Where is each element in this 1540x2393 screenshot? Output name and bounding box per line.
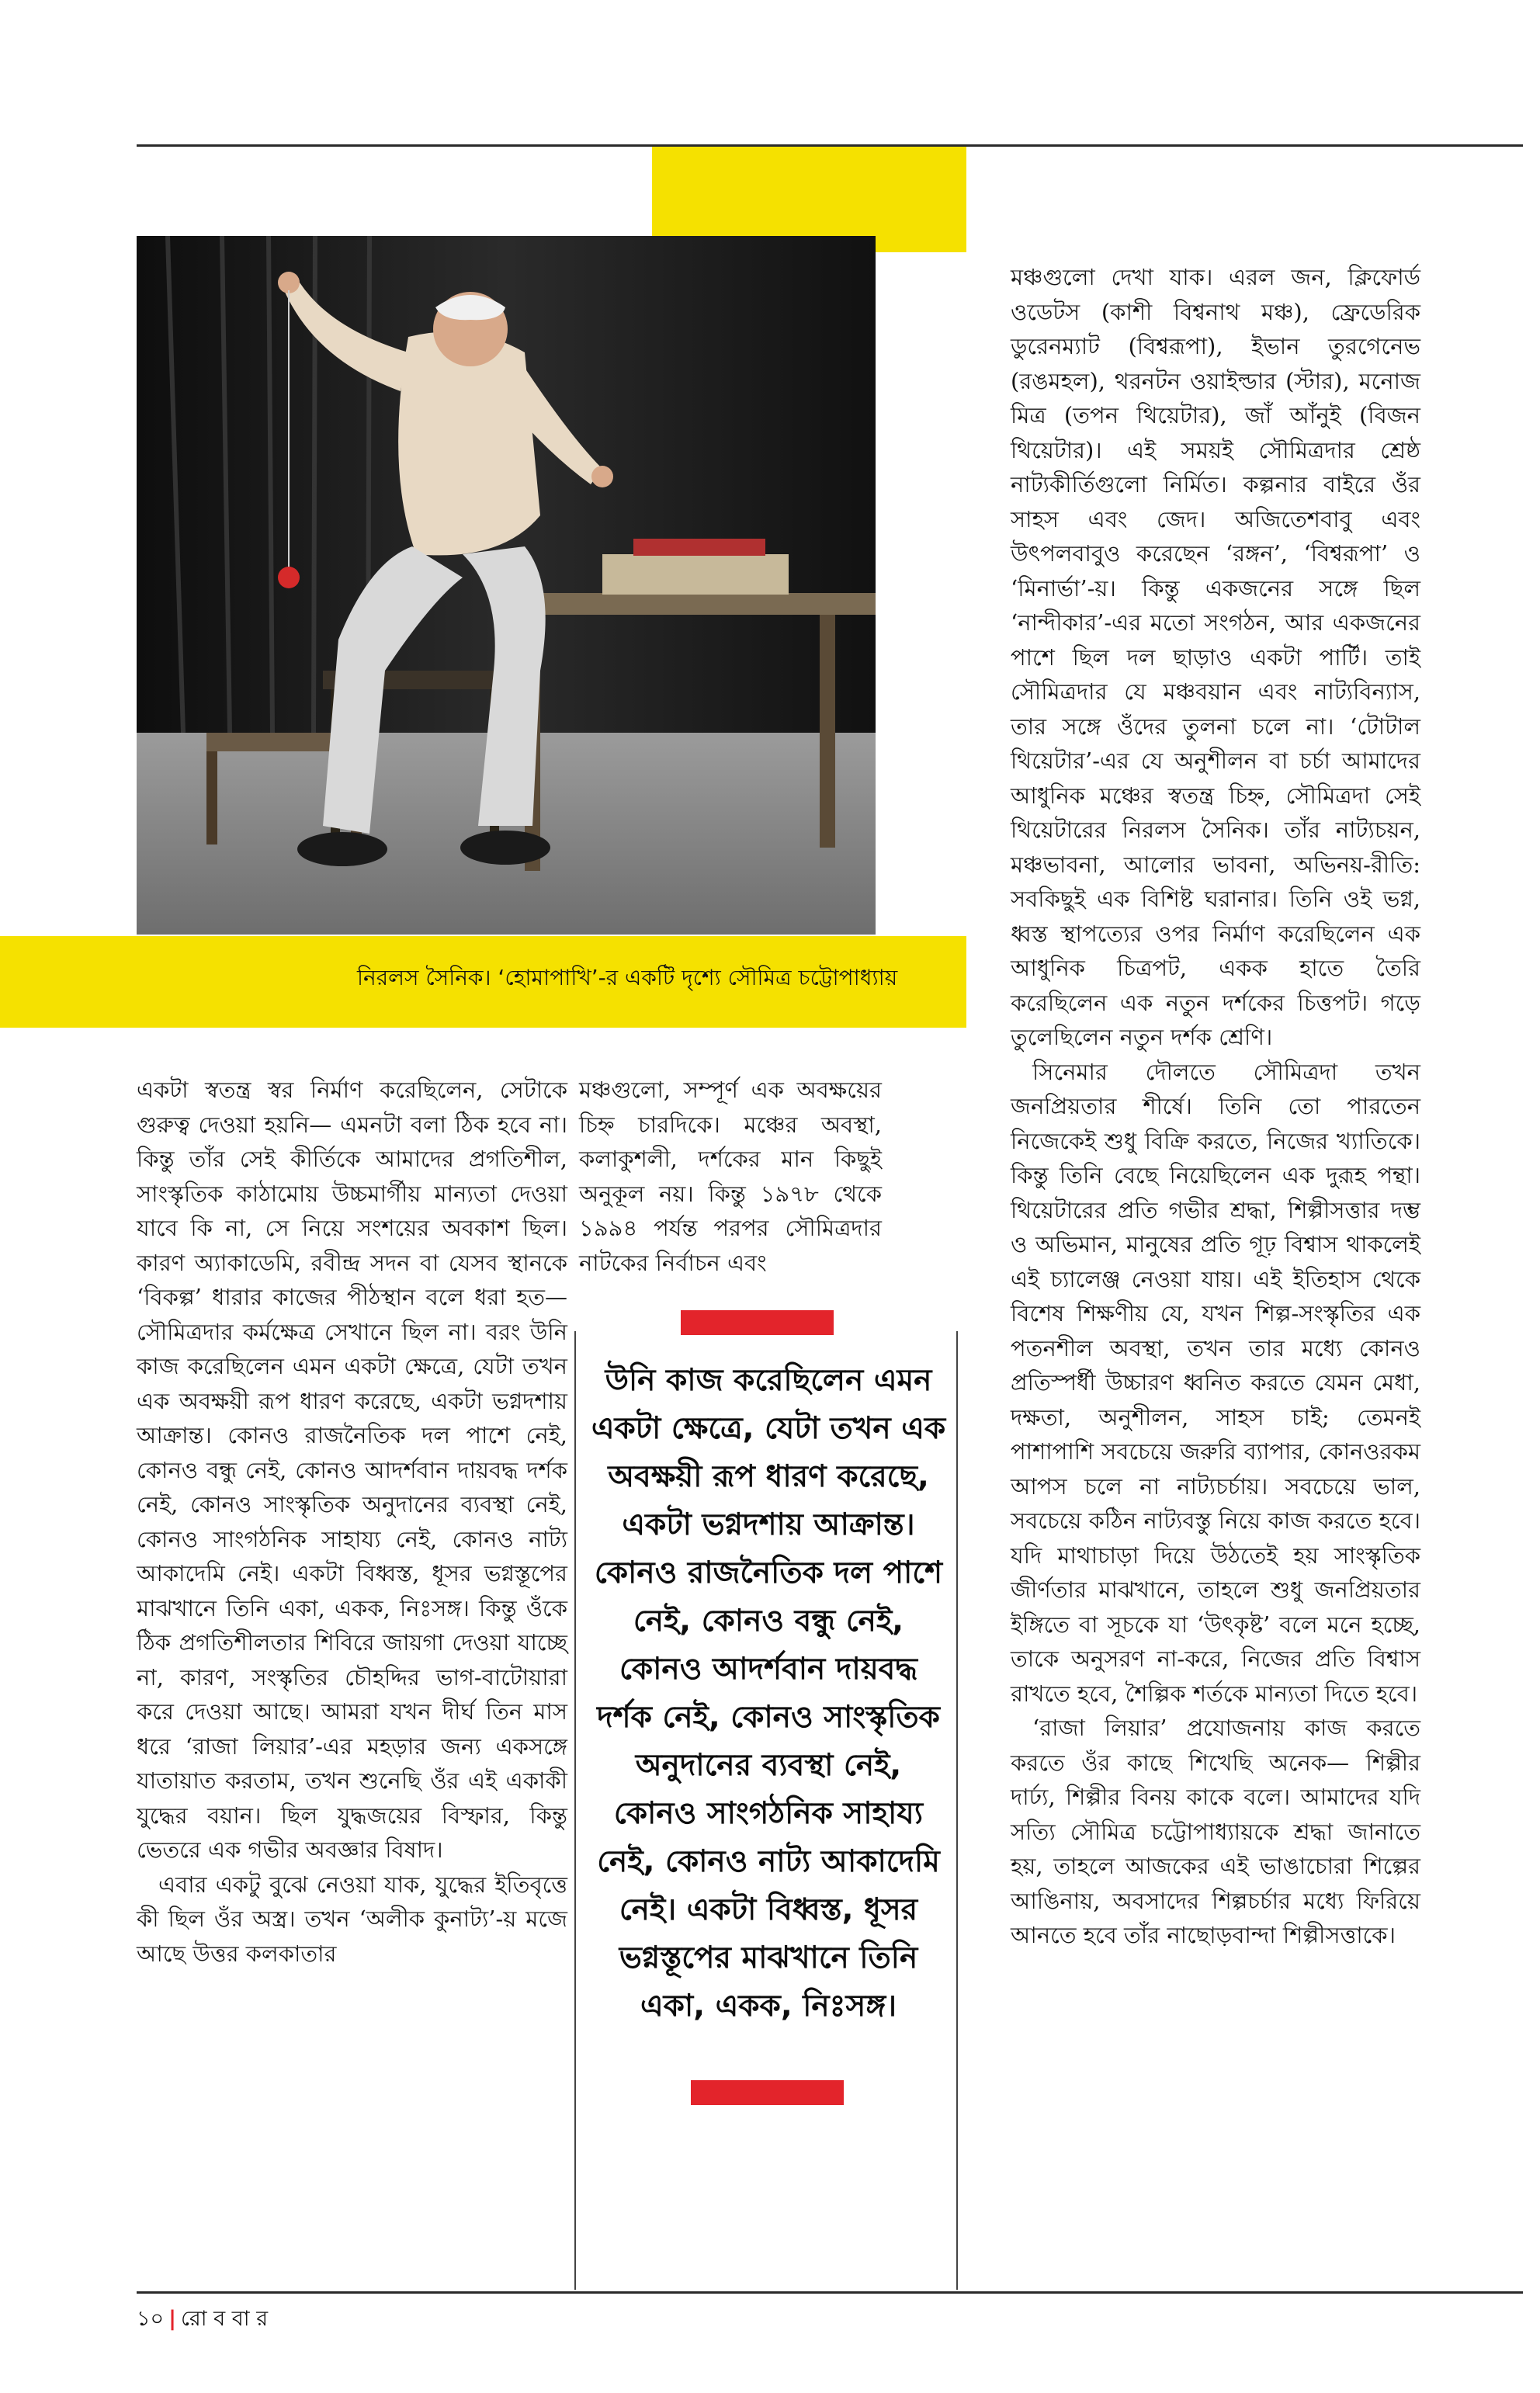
bottom-rule bbox=[137, 2291, 1523, 2294]
photo-caption: নিরলস সৈনিক। ‘হোমাপাখি’-র একটি দৃশ্যে সৌমিত্র চট্টোপাধ্যায় bbox=[357, 965, 898, 990]
pull-quote: উনি কাজ করেছিলেন এমন একটা ক্ষেত্রে, যেটা তখন এক অবক্ষয়ী রূপ ধারণ করেছে, একটা ভগ্নদশায় আক্রান্ত। কোনও রাজনৈতিক দল পাশে নেই, কোনও বন্ধু নেই, কোনও আদর্শবান দায়বদ্ধ দর্শক নেই, কোনও সাংস্কৃতিক অনুদানের ব্যবস্থা নেই, কোনও সাংগঠনিক সাহায্য নেই, কোনও নাট্য আকাদেমি নেই। একটা বিধ্বস্ত, ধূসর ভগ্নস্তূপের মাঝখানে তিনি একা, একক, নিঃসঙ্গ। bbox=[591, 1363, 946, 2024]
folio-separator: | bbox=[168, 2307, 176, 2331]
pull-quote-top-bar bbox=[681, 1310, 834, 1335]
right-paragraph-3: ‘রাজা লিয়ার’ প্রযোজনায় কাজ করতে করতে ওঁর কাছে শিখেছি অনেক— শিল্পীর দার্ঢ্য, শিল্পীর বিনয় কাকে বলে। আমাদের যদি সত্যি সৌমিত্র চট্টোপাধ্যায়কে শ্রদ্ধা জানাতে হয়, তাহলে আজকের এই ভাঙাচোরা শিল্পের আঙিনায়, অবসাদের শিল্পচর্চার মধ্যে ফিরিয়ে আনতে হবে তাঁর নাছোড়বান্দা শিল্পীসত্তাকে। bbox=[1011, 1715, 1420, 1948]
left-paragraph-1: একটা স্বতন্ত্র স্বর নির্মাণ করেছিলেন, সেটাকে গুরুত্ব দেওয়া হয়নি— এমনটা বলা ঠিক হবে না। কিন্তু তাঁর সেই কীর্তিকে আমাদের প্রগতিশীল, সাংস্কৃতিক কাঠামোয় উচ্চমার্গীয় মান্যতা দেওয়া যাবে কি না, সে নিয়ে সংশয়ের অবকাশ ছিল। কারণ অ্যাকাডেমি, রবীন্দ্র সদন বা যেসব স্থানকে ‘বিকল্প’ ধারার কাজের পীঠস্থান বলে ধরা হত— সৌমিত্রদার কর্মক্ষেত্র সেখানে ছিল না। বরং উনি কাজ করেছিলেন এমন একটা ক্ষেত্রে, যেটা তখন এক অবক্ষয়ী রূপ ধারণ করেছে, একটা ভগ্নদশায় আক্রান্ত। কোনও রাজনৈতিক দল পাশে নেই, কোনও বন্ধু নেই, কোনও আদর্শবান দায়বদ্ধ দর্শক নেই, কোনও সাংস্কৃতিক অনুদানের ব্যবস্থা নেই, কোনও সাংগঠনিক সাহায্য নেই, কোনও নাট্য আকাদেমি নেই। একটা বিধ্বস্ত, ধূসর ভগ্নস্তূপের মাঝখানে তিনি একা, একক, নিঃসঙ্গ। কিন্তু ওঁকে ঠিক প্রগতিশীলতার শিবিরে জায়গা দেওয়া যাচ্ছে না, কারণ, সংস্কৃতির চৌহদ্দির ভাগ-বাটোয়ারা করে দেওয়া আছে। আমরা যখন দীর্ঘ তিন মাস ধরে ‘রাজা লিয়ার’-এর মহড়ার জন্য একসঙ্গে যাতায়াত করতাম, তখন শুনেছি ওঁর এই একাকী যুদ্ধের বয়ান। ছিল যুদ্ধজয়ের বিস্ফার, কিন্তু ভেতরে এক গভীর অবজ্ঞার বিষাদ। bbox=[137, 1077, 567, 1863]
right-paragraph-1: মঞ্চগুলো দেখা যাক। এরল জন, ক্লিফোর্ড ওডেটস (কাশী বিশ্বনাথ মঞ্চ), ফ্রেডেরিক ডুরেনম্যাট (বিশ্বরূপা), ইভান তুরগেনেভ (রঙমহল), থরনটন ওয়াইল্ডার (স্টার), মনোজ মিত্র (তপন থিয়েটার), জাঁ আঁনুই (বিজন থিয়েটার)। এই সময়ই সৌমিত্রদার শ্রেষ্ঠ নাট্যকীর্তিগুলো নির্মিত। কল্পনার বাইরে ওঁর সাহস এবং জেদ। অজিতেশবাবু এবং উৎপলবাবুও করেছেন ‘রঙ্গন’, ‘বিশ্বরূপা’ ও ‘মিনার্ভা’-য়। কিন্তু একজনের সঙ্গে ছিল ‘নান্দীকার’-এর মতো সংগঠন, আর একজনের পাশে ছিল দল ছাড়াও একটা পার্টি। তাই সৌমিত্রদার যে মঞ্চবয়ান এবং নাট্যবিন্যাস, তার সঙ্গে ওঁদের তুলনা চলে না। ‘টোটাল থিয়েটার’-এর যে অনুশীলন বা চর্চা আমাদের আধুনিক মঞ্চের স্বতন্ত্র চিহ্ন, সৌমিত্রদা সেই থিয়েটারের নিরলস সৈনিক। তাঁর নাট্যচয়ন, মঞ্চভাবনা, আলোর ভাবনা, অভিনয়-রীতি: সবকিছুই এক বিশিষ্ট ঘরানার। তিনি ওই ভগ্ন, ধ্বস্ত স্থাপত্যের ওপর নির্মাণ করেছিলেন এক আধুনিক চিত্রপট, একক হাতে তৈরি করেছিলেন এক নতুন দর্শকের চিত্তপট। গড়ে তুলেছিলেন নতুন দর্শক শ্রেণি। bbox=[1011, 264, 1420, 1050]
middle-paragraph: মঞ্চগুলো, সম্পূর্ণ এক অবক্ষয়ের চিহ্ন চারদিকে। মঞ্চের অবস্থা, কলাকুশলী, দর্শকের মান কিছুই অনুকূল নয়। কিন্তু ১৯৭৮ থেকে ১৯৯৪ পর্যন্ত পরপর সৌমিত্রদার নাটকের নির্বাচন এবং bbox=[579, 1077, 882, 1276]
middle-column bbox=[579, 1073, 882, 1280]
column-divider-left bbox=[574, 1331, 576, 2290]
left-column bbox=[137, 1073, 567, 1971]
pull-quote-bottom-bar bbox=[691, 2080, 844, 2105]
page-number: ১০ bbox=[137, 2307, 165, 2331]
right-column bbox=[1011, 260, 1420, 1953]
page-folio bbox=[137, 2304, 268, 2335]
left-paragraph-2: এবার একটু বুঝে নেওয়া যাক, যুদ্ধের ইতিবৃত্তে কী ছিল ওঁর অস্ত্র। তখন ‘অলীক কুনাট্য’-য় মজে আছে উত্তর কলকাতার bbox=[137, 1871, 567, 1967]
right-paragraph-2: সিনেমার দৌলতে সৌমিত্রদা তখন জনপ্রিয়তার শীর্ষে। তিনি তো পারতেন নিজেকেই শুধু বিক্রি করতে, নিজের খ্যাতিকে। কিন্তু তিনি বেছে নিয়েছিলেন এক দুরূহ পন্থা। থিয়েটারের প্রতি গভীর শ্রদ্ধা, শিল্পীসত্তার দম্ভ ও অভিমান, মানুষের প্রতি গূঢ় বিশ্বাস থাকলেই এই চ্যালেঞ্জ নেওয়া যায়। এই ইতিহাস থেকে বিশেষ শিক্ষণীয় যে, যখন শিল্প-সংস্কৃতির এক পতনশীল অবস্থা, তখন তার মধ্যে কোনও প্রতিস্পর্ধী উচ্চারণ ধ্বনিত করতে যেমন মেধা, দক্ষতা, অনুশীলন, সাহস চাই; তেমনই পাশাপাশি সবচেয়ে জরুরি ব্যাপার, কোনওরকম আপস চলে না নাট্যচর্চায়। সবচেয়ে ভাল, সবচেয়ে কঠিন নাট্যবস্তু নিয়ে কাজ করতে হবে। যদি মাথাচাড়া দিয়ে উঠতেই হয় সাংস্কৃতিক জীর্ণতার মাঝখানে, তাহলে শুধু জনপ্রিয়তার ইঙ্গিতে বা সূচকে যা ‘উৎকৃষ্ট’ বলে মনে হচ্ছে, তাকে অনুসরণ না-করে, নিজের প্রতি বিশ্বাস রাখতে হবে, শৈল্পিক শর্তকে মান্যতা দিতে হবে। bbox=[1011, 1058, 1420, 1707]
column-divider-right bbox=[956, 1331, 958, 2290]
publication-name: রো ব বা র bbox=[180, 2307, 269, 2331]
stage-photo bbox=[137, 236, 876, 935]
stage-photo-illustration bbox=[137, 236, 876, 935]
